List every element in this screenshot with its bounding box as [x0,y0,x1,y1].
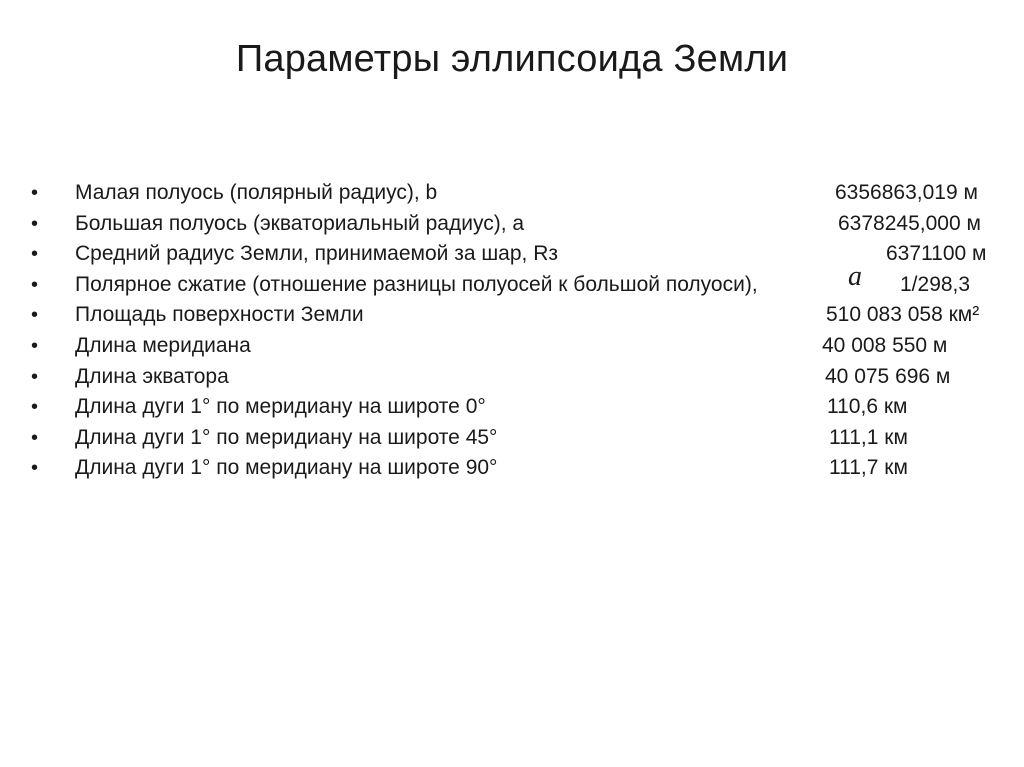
parameter-label: Полярное сжатие (отношение разницы полуосей к большой полуоси), [75,272,758,296]
list-item [0,239,1024,270]
list-item [0,178,1024,209]
parameter-value: 510 083 058 км² [826,303,980,327]
parameter-label: Длина дуги 1° по меридиану на широте 90° [75,456,498,480]
list-item [0,209,1024,240]
parameter-label: Длина экватора [75,364,229,388]
bullet-icon: • [31,212,39,235]
parameter-value: 111,1 км [829,425,908,449]
parameter-value: 40 008 550 м [822,333,948,357]
parameter-value: 111,7 км [829,456,908,480]
bullet-icon: • [31,243,39,266]
parameter-label: Длина дуги 1° по меридиану на широте 45° [75,425,498,449]
bullet-icon: • [31,426,39,449]
parameter-label: Длина меридиана [75,333,251,357]
bullet-icon: • [31,334,39,357]
slide-title: Параметры эллипсоида Земли [235,38,789,80]
list-item [0,260,1024,301]
list-item [0,453,1024,484]
bullet-icon: • [31,457,39,480]
parameter-value: 6356863,019 м [835,181,978,204]
bullet-icon: • [31,304,39,327]
bullet-icon: • [31,182,39,204]
bullet-icon: • [31,396,39,419]
parameter-label: Малая полуось (полярный радиус), b [75,181,438,204]
list-item [0,392,1024,423]
list-item [0,362,1024,393]
parameter-list [0,178,1024,484]
parameter-label: Большая полуось (экваториальный радиус), a [75,211,525,235]
list-item [0,331,1024,362]
list-item [0,300,1024,331]
flattening-symbol: a [848,260,862,292]
parameter-label: Средний радиус Земли, принимаемой за шар, Rз [75,242,558,266]
parameter-label: Площадь поверхности Земли [75,303,364,327]
parameter-label: Длина дуги 1° по меридиану на широте 0° [75,395,486,419]
list-item [0,423,1024,454]
parameter-value: 6378245,000 м [838,211,981,235]
parameter-value: 110,6 км [827,395,908,419]
bullet-icon: • [31,273,39,296]
parameter-value: 40 075 696 м [825,364,951,388]
parameter-value: 6371100 м [886,242,987,266]
bullet-icon: • [31,365,39,388]
parameter-value: 1/298,3 [900,272,971,296]
